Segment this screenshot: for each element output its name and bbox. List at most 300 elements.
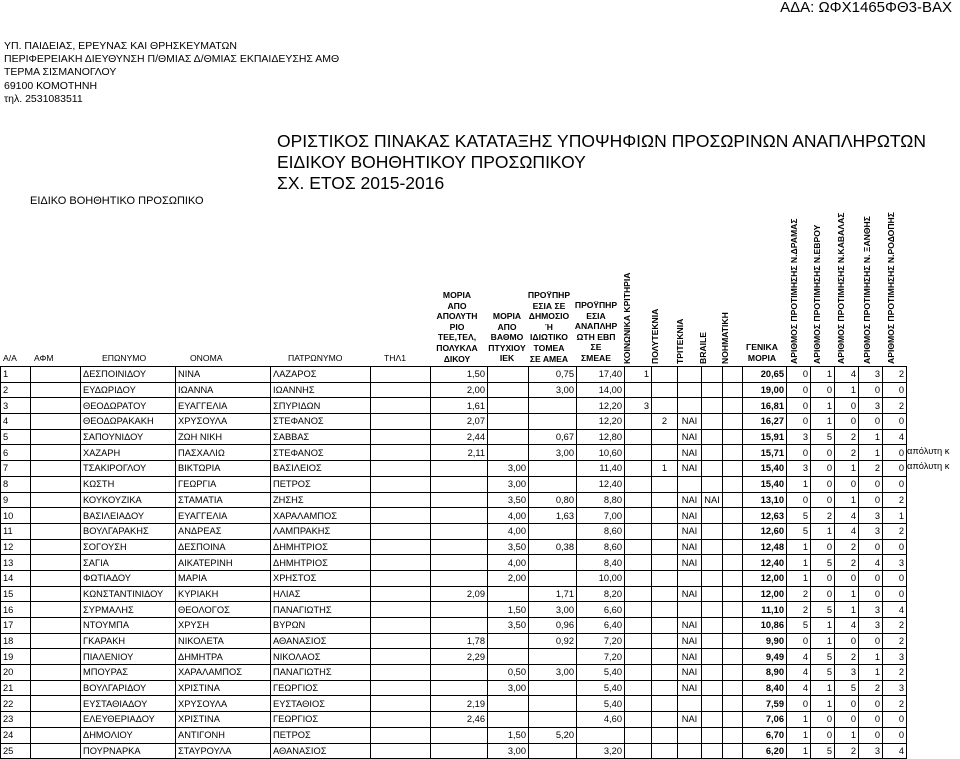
cell-p_kavalas: 1 bbox=[835, 727, 859, 743]
table-row bbox=[1, 649, 907, 665]
cell-moria_ptyxio: 1,50 bbox=[488, 602, 529, 618]
cell-til bbox=[371, 618, 431, 634]
cell-genika: 15,40 bbox=[743, 476, 787, 492]
cell-p_xanthis: 1 bbox=[859, 665, 883, 681]
cell-proyp_anapl: 8,40 bbox=[577, 555, 625, 571]
cell-aa: 8 bbox=[1, 476, 31, 492]
cell-eponymo: ΚΩΝΣΤΑΝΤΙΝΙΔΟΥ bbox=[81, 586, 176, 602]
table-row bbox=[1, 367, 907, 383]
cell-moria_ptyxio bbox=[488, 712, 529, 728]
cell-braile bbox=[702, 476, 723, 492]
cell-moria_ptyxio: 0,50 bbox=[488, 665, 529, 681]
cell-proyp_anapl: 3,20 bbox=[577, 743, 625, 759]
ministry-address bbox=[4, 40, 339, 106]
cell-noimatiki bbox=[723, 602, 743, 618]
cell-noimatiki bbox=[723, 414, 743, 430]
cell-proyp_anapl: 10,00 bbox=[577, 570, 625, 586]
cell-p_dramas: 4 bbox=[787, 680, 811, 696]
cell-proyp_anapl bbox=[577, 727, 625, 743]
cell-polyteknia bbox=[652, 476, 678, 492]
cell-onoma: ΧΡΙΣΤΙΝΑ bbox=[176, 680, 271, 696]
cell-p_xanthis: 2 bbox=[859, 461, 883, 477]
cell-moria_apolyt bbox=[431, 555, 488, 571]
cell-p_xanthis: 0 bbox=[859, 633, 883, 649]
cell-genika: 9,90 bbox=[743, 633, 787, 649]
cell-genika: 7,06 bbox=[743, 712, 787, 728]
cell-onoma: ΧΡΥΣΗ bbox=[176, 618, 271, 634]
cell-onoma: ΧΡΥΣΟΥΛΑ bbox=[176, 414, 271, 430]
cell-eponymo: ΒΑΣΙΛΕΙΑΔΟΥ bbox=[81, 508, 176, 524]
cell-koinonika: 1 bbox=[625, 367, 652, 383]
cell-aa: 14 bbox=[1, 570, 31, 586]
cell-til bbox=[371, 429, 431, 445]
cell-genika: 10,86 bbox=[743, 618, 787, 634]
cell-noimatiki bbox=[723, 476, 743, 492]
cell-p_xanthis: 0 bbox=[859, 539, 883, 555]
cell-p_evrou: 0 bbox=[811, 461, 835, 477]
cell-genika: 7,59 bbox=[743, 696, 787, 712]
cell-moria_apolyt bbox=[431, 539, 488, 555]
cell-eponymo: ΠΙΑΛΕΝΙΟΥ bbox=[81, 649, 176, 665]
cell-p_kavalas: 1 bbox=[835, 382, 859, 398]
cell-patronymo: ΧΑΡΑΛΑΜΠΟΣ bbox=[271, 508, 371, 524]
cell-p_xanthis: 0 bbox=[859, 414, 883, 430]
header-line: ΠΤΥΧΙΟΥ bbox=[488, 342, 526, 353]
cell-p_rodopis: 0 bbox=[883, 727, 907, 743]
cell-p_evrou: 0 bbox=[811, 586, 835, 602]
header-pref-rodopis: ΑΡΙΘΜΟΣ ΠΡΟΤΙΜΗΣΗΣ Ν.ΡΟΔΟΠΗΣ bbox=[886, 212, 896, 364]
cell-til bbox=[371, 696, 431, 712]
cell-afm bbox=[31, 696, 81, 712]
cell-afm bbox=[31, 618, 81, 634]
cell-moria_apolyt: 1,78 bbox=[431, 633, 488, 649]
cell-p_evrou: 0 bbox=[811, 445, 835, 461]
cell-triteknia: ΝΑΙ bbox=[678, 712, 702, 728]
cell-proyp_dimosio bbox=[529, 414, 577, 430]
cell-eponymo: ΒΟΥΛΓΑΡΑΚΗΣ bbox=[81, 523, 176, 539]
cell-triteknia bbox=[678, 696, 702, 712]
table-row bbox=[1, 727, 907, 743]
cell-genika: 15,71 bbox=[743, 445, 787, 461]
cell-proyp_anapl: 7,20 bbox=[577, 649, 625, 665]
cell-p_rodopis: 2 bbox=[883, 633, 907, 649]
cell-patronymo: ΑΘΑΝΑΣΙΟΣ bbox=[271, 743, 371, 759]
cell-genika: 19,00 bbox=[743, 382, 787, 398]
table-row bbox=[1, 680, 907, 696]
cell-onoma: ΘΕΟΛΟΓΟΣ bbox=[176, 602, 271, 618]
cell-p_kavalas: 0 bbox=[835, 570, 859, 586]
cell-genika: 15,40 bbox=[743, 461, 787, 477]
cell-eponymo: ΕΛΕΥΘΕΡΙΑΔΟΥ bbox=[81, 712, 176, 728]
cell-p_evrou: 1 bbox=[811, 414, 835, 430]
cell-aa: 7 bbox=[1, 461, 31, 477]
cell-p_kavalas: 0 bbox=[835, 398, 859, 414]
cell-koinonika bbox=[625, 649, 652, 665]
cell-triteknia bbox=[678, 476, 702, 492]
cell-koinonika: 3 bbox=[625, 398, 652, 414]
cell-noimatiki bbox=[723, 570, 743, 586]
cell-triteknia: ΝΑΙ bbox=[678, 633, 702, 649]
cell-proyp_anapl: 4,60 bbox=[577, 712, 625, 728]
cell-p_dramas: 1 bbox=[787, 539, 811, 555]
cell-p_rodopis: 2 bbox=[883, 398, 907, 414]
cell-afm bbox=[31, 633, 81, 649]
cell-p_evrou: 1 bbox=[811, 696, 835, 712]
cell-p_evrou: 0 bbox=[811, 570, 835, 586]
cell-moria_ptyxio: 2,00 bbox=[488, 570, 529, 586]
cell-p_xanthis: 0 bbox=[859, 382, 883, 398]
cell-p_rodopis: 4 bbox=[883, 743, 907, 759]
cell-moria_ptyxio: 3,50 bbox=[488, 539, 529, 555]
cell-braile bbox=[702, 414, 723, 430]
cell-p_kavalas: 3 bbox=[835, 665, 859, 681]
table-row bbox=[1, 696, 907, 712]
cell-p_evrou: 1 bbox=[811, 633, 835, 649]
cell-afm bbox=[31, 665, 81, 681]
cell-triteknia: ΝΑΙ bbox=[678, 649, 702, 665]
cell-patronymo: ΔΗΜΗΤΡΙΟΣ bbox=[271, 539, 371, 555]
cell-moria_ptyxio bbox=[488, 445, 529, 461]
header-moria-apolyt bbox=[429, 290, 485, 364]
cell-p_dramas: 1 bbox=[787, 712, 811, 728]
cell-aa: 12 bbox=[1, 539, 31, 555]
cell-patronymo: ΠΑΝΑΓΙΩΤΗΣ bbox=[271, 665, 371, 681]
cell-polyteknia bbox=[652, 618, 678, 634]
cell-braile bbox=[702, 508, 723, 524]
cell-koinonika bbox=[625, 680, 652, 696]
cell-koinonika bbox=[625, 461, 652, 477]
cell-koinonika bbox=[625, 508, 652, 524]
cell-moria_ptyxio bbox=[488, 398, 529, 414]
cell-polyteknia bbox=[652, 508, 678, 524]
cell-koinonika bbox=[625, 555, 652, 571]
cell-koinonika bbox=[625, 633, 652, 649]
cell-proyp_dimosio bbox=[529, 696, 577, 712]
cell-proyp_dimosio bbox=[529, 461, 577, 477]
header-line: ΤΟΜΕΑ bbox=[533, 342, 565, 353]
cell-eponymo: ΚΟΥΚΟΥΖΙΚΑ bbox=[81, 492, 176, 508]
side-note-row-7: απόλυτη κ bbox=[907, 446, 950, 456]
cell-koinonika bbox=[625, 476, 652, 492]
cell-proyp_anapl: 6,40 bbox=[577, 618, 625, 634]
cell-genika: 12,48 bbox=[743, 539, 787, 555]
cell-patronymo: ΛΑΜΠΡΑΚΗΣ bbox=[271, 523, 371, 539]
cell-p_xanthis: 1 bbox=[859, 649, 883, 665]
cell-proyp_anapl: 5,40 bbox=[577, 680, 625, 696]
cell-moria_apolyt bbox=[431, 492, 488, 508]
cell-afm bbox=[31, 712, 81, 728]
cell-noimatiki bbox=[723, 665, 743, 681]
header-line: ΠΡΟΫΠΗΡ bbox=[527, 290, 571, 300]
cell-proyp_dimosio bbox=[529, 649, 577, 665]
cell-til bbox=[371, 461, 431, 477]
cell-onoma: ΝΙΝΑ bbox=[176, 367, 271, 383]
cell-onoma: ΑΝΤΙΓΟΝΗ bbox=[176, 727, 271, 743]
cell-moria_ptyxio bbox=[488, 414, 529, 430]
cell-afm bbox=[31, 602, 81, 618]
cell-braile bbox=[702, 633, 723, 649]
cell-koinonika bbox=[625, 743, 652, 759]
cell-proyp_dimosio bbox=[529, 523, 577, 539]
cell-aa: 18 bbox=[1, 633, 31, 649]
table-row bbox=[1, 712, 907, 728]
ranking-table bbox=[0, 366, 907, 759]
cell-p_dramas: 0 bbox=[787, 445, 811, 461]
cell-p_kavalas: 0 bbox=[835, 414, 859, 430]
cell-p_evrou: 1 bbox=[811, 523, 835, 539]
header-genika bbox=[740, 342, 784, 363]
cell-p_xanthis: 3 bbox=[859, 508, 883, 524]
cell-braile bbox=[702, 727, 723, 743]
cell-p_kavalas: 4 bbox=[835, 523, 859, 539]
cell-p_xanthis: 3 bbox=[859, 523, 883, 539]
cell-p_xanthis: 3 bbox=[859, 618, 883, 634]
cell-moria_ptyxio bbox=[488, 586, 529, 602]
cell-genika: 13,10 bbox=[743, 492, 787, 508]
header-line: ΜΟΡΙΑ bbox=[442, 290, 472, 300]
cell-proyp_anapl: 12,20 bbox=[577, 398, 625, 414]
cell-triteknia bbox=[678, 570, 702, 586]
cell-noimatiki bbox=[723, 680, 743, 696]
cell-triteknia: ΝΑΙ bbox=[678, 461, 702, 477]
table-row bbox=[1, 523, 907, 539]
cell-p_kavalas: 1 bbox=[835, 586, 859, 602]
cell-p_dramas: 3 bbox=[787, 461, 811, 477]
cell-p_dramas: 0 bbox=[787, 633, 811, 649]
cell-proyp_dimosio: 0,92 bbox=[529, 633, 577, 649]
cell-p_dramas: 4 bbox=[787, 649, 811, 665]
cell-p_dramas: 1 bbox=[787, 570, 811, 586]
cell-braile bbox=[702, 618, 723, 634]
cell-polyteknia bbox=[652, 586, 678, 602]
cell-noimatiki bbox=[723, 539, 743, 555]
cell-polyteknia: 2 bbox=[652, 414, 678, 430]
cell-proyp_dimosio bbox=[529, 476, 577, 492]
cell-p_dramas: 1 bbox=[787, 727, 811, 743]
cell-moria_ptyxio bbox=[488, 367, 529, 383]
cell-triteknia: ΝΑΙ bbox=[678, 523, 702, 539]
cell-koinonika bbox=[625, 539, 652, 555]
cell-afm bbox=[31, 367, 81, 383]
document-title bbox=[277, 131, 926, 194]
cell-noimatiki bbox=[723, 461, 743, 477]
cell-p_xanthis: 1 bbox=[859, 445, 883, 461]
cell-triteknia: ΝΑΙ bbox=[678, 539, 702, 555]
cell-onoma: ΕΥΑΓΓΕΛΙΑ bbox=[176, 508, 271, 524]
cell-moria_apolyt: 1,61 bbox=[431, 398, 488, 414]
cell-p_evrou: 0 bbox=[811, 712, 835, 728]
cell-noimatiki bbox=[723, 523, 743, 539]
table-row bbox=[1, 602, 907, 618]
cell-braile bbox=[702, 398, 723, 414]
cell-braile bbox=[702, 665, 723, 681]
cell-onoma: ΧΑΡΑΛΑΜΠΟΣ bbox=[176, 665, 271, 681]
cell-braile bbox=[702, 382, 723, 398]
cell-triteknia bbox=[678, 367, 702, 383]
cell-p_kavalas: 1 bbox=[835, 461, 859, 477]
cell-onoma: ΔΗΜΗΤΡΑ bbox=[176, 649, 271, 665]
cell-p_rodopis: 2 bbox=[883, 367, 907, 383]
cell-eponymo: ΧΑΖΑΡΗ bbox=[81, 445, 176, 461]
cell-eponymo: ΣΑΠΟΥΝΙΔΟΥ bbox=[81, 429, 176, 445]
cell-proyp_dimosio bbox=[529, 680, 577, 696]
cell-p_kavalas: 0 bbox=[835, 696, 859, 712]
header-patronymo: ΠΑΤΡΩΝΥΜΟ bbox=[288, 353, 343, 363]
cell-p_kavalas: 1 bbox=[835, 602, 859, 618]
cell-p_dramas: 5 bbox=[787, 618, 811, 634]
cell-noimatiki bbox=[723, 618, 743, 634]
cell-triteknia: ΝΑΙ bbox=[678, 618, 702, 634]
table-row bbox=[1, 633, 907, 649]
cell-p_rodopis: 0 bbox=[883, 382, 907, 398]
cell-proyp_anapl: 8,60 bbox=[577, 523, 625, 539]
cell-koinonika bbox=[625, 665, 652, 681]
cell-genika: 11,10 bbox=[743, 602, 787, 618]
cell-noimatiki bbox=[723, 586, 743, 602]
cell-genika: 12,00 bbox=[743, 570, 787, 586]
table-row bbox=[1, 508, 907, 524]
cell-p_evrou: 0 bbox=[811, 492, 835, 508]
cell-noimatiki bbox=[723, 508, 743, 524]
cell-koinonika bbox=[625, 602, 652, 618]
header-line: ΕΣΙΑ ΣΕ bbox=[532, 300, 566, 311]
header-triteknia: ΤΡΙΤΕΚΝΙΑ bbox=[675, 318, 685, 364]
cell-afm bbox=[31, 680, 81, 696]
cell-til bbox=[371, 414, 431, 430]
cell-eponymo: ΠΟΥΡΝΑΡΚΑ bbox=[81, 743, 176, 759]
cell-aa: 17 bbox=[1, 618, 31, 634]
cell-p_evrou: 2 bbox=[811, 508, 835, 524]
cell-til bbox=[371, 523, 431, 539]
header-line: ΜΟΡΙΑ bbox=[492, 311, 522, 321]
cell-polyteknia bbox=[652, 665, 678, 681]
header-noimatiki: ΝΟΗΜΑΤΙΚΗ bbox=[720, 312, 730, 364]
cell-onoma: ΠΑΣΧΑΛΙΩ bbox=[176, 445, 271, 461]
cell-proyp_dimosio: 3,00 bbox=[529, 445, 577, 461]
ministry-line: ΤΕΡΜΑ ΣΙΣΜΑΝΟΓΛΟΥ bbox=[4, 66, 117, 79]
cell-patronymo: ΕΥΣΤΑΘΙΟΣ bbox=[271, 696, 371, 712]
cell-triteknia bbox=[678, 382, 702, 398]
cell-braile bbox=[702, 461, 723, 477]
cell-afm bbox=[31, 508, 81, 524]
cell-braile bbox=[702, 602, 723, 618]
cell-patronymo: ΙΩΑΝΝΗΣ bbox=[271, 382, 371, 398]
cell-til bbox=[371, 665, 431, 681]
header-line: ΤΕΕ,ΤΕΛ, bbox=[437, 332, 477, 343]
cell-p_evrou: 0 bbox=[811, 476, 835, 492]
cell-proyp_dimosio bbox=[529, 743, 577, 759]
title-line: ΕΙΔΙΚΟΥ ΒΟΗΘΗΤΙΚΟΥ ΠΡΟΣΩΠΙΚΟΥ bbox=[277, 152, 586, 172]
header-proyp-anapl bbox=[571, 300, 621, 364]
cell-patronymo: ΒΥΡΩΝ bbox=[271, 618, 371, 634]
cell-til bbox=[371, 712, 431, 728]
ministry-line: ΥΠ. ΠΑΙΔΕΙΑΣ, ΕΡΕΥΝΑΣ ΚΑΙ ΘΡΗΣΚΕΥΜΑΤΩΝ bbox=[4, 40, 237, 52]
cell-aa: 13 bbox=[1, 555, 31, 571]
cell-moria_apolyt bbox=[431, 523, 488, 539]
cell-aa: 20 bbox=[1, 665, 31, 681]
cell-p_evrou: 5 bbox=[811, 665, 835, 681]
cell-triteknia bbox=[678, 727, 702, 743]
table-row bbox=[1, 570, 907, 586]
header-line: ΣΕ bbox=[590, 342, 602, 353]
table-row bbox=[1, 539, 907, 555]
cell-aa: 24 bbox=[1, 727, 31, 743]
cell-afm bbox=[31, 461, 81, 477]
cell-p_kavalas: 1 bbox=[835, 492, 859, 508]
table-row bbox=[1, 743, 907, 759]
header-line: ΣΜΕΑΕ bbox=[581, 352, 611, 363]
cell-braile bbox=[702, 680, 723, 696]
cell-moria_apolyt bbox=[431, 476, 488, 492]
table-row bbox=[1, 461, 907, 477]
cell-polyteknia bbox=[652, 649, 678, 665]
cell-p_dramas: 0 bbox=[787, 367, 811, 383]
cell-koinonika bbox=[625, 712, 652, 728]
cell-p_rodopis: 4 bbox=[883, 602, 907, 618]
cell-afm bbox=[31, 727, 81, 743]
cell-proyp_anapl: 8,20 bbox=[577, 586, 625, 602]
table-row bbox=[1, 492, 907, 508]
cell-genika: 6,70 bbox=[743, 727, 787, 743]
cell-eponymo: ΣΟΓΟΥΣΗ bbox=[81, 539, 176, 555]
cell-onoma: ΓΕΩΡΓΙΑ bbox=[176, 476, 271, 492]
cell-patronymo: ΔΗΜΗΤΡΙΟΣ bbox=[271, 555, 371, 571]
cell-moria_apolyt bbox=[431, 602, 488, 618]
cell-noimatiki bbox=[723, 743, 743, 759]
cell-til bbox=[371, 539, 431, 555]
cell-moria_ptyxio: 4,00 bbox=[488, 555, 529, 571]
table-row bbox=[1, 555, 907, 571]
cell-triteknia: ΝΑΙ bbox=[678, 429, 702, 445]
cell-moria_apolyt: 2,44 bbox=[431, 429, 488, 445]
cell-afm bbox=[31, 445, 81, 461]
cell-p_xanthis: 0 bbox=[859, 586, 883, 602]
cell-p_xanthis: 0 bbox=[859, 712, 883, 728]
cell-p_rodopis: 0 bbox=[883, 539, 907, 555]
cell-p_kavalas: 2 bbox=[835, 743, 859, 759]
header-proyp-dimosio bbox=[524, 290, 574, 364]
cell-koinonika bbox=[625, 586, 652, 602]
cell-polyteknia bbox=[652, 523, 678, 539]
cell-p_kavalas: 2 bbox=[835, 555, 859, 571]
cell-polyteknia bbox=[652, 492, 678, 508]
cell-triteknia: ΝΑΙ bbox=[678, 586, 702, 602]
header-line: ΣΕ ΑΜΕΑ bbox=[529, 353, 569, 364]
cell-triteknia: ΝΑΙ bbox=[678, 680, 702, 696]
cell-polyteknia bbox=[652, 570, 678, 586]
cell-afm bbox=[31, 414, 81, 430]
cell-patronymo: ΣΤΕΦΑΝΟΣ bbox=[271, 414, 371, 430]
cell-p_dramas: 2 bbox=[787, 602, 811, 618]
cell-onoma: ΖΩΗ ΝΙΚΗ bbox=[176, 429, 271, 445]
cell-proyp_anapl: 10,60 bbox=[577, 445, 625, 461]
cell-p_xanthis: 0 bbox=[859, 492, 883, 508]
cell-proyp_anapl: 5,40 bbox=[577, 696, 625, 712]
cell-til bbox=[371, 508, 431, 524]
cell-p_xanthis: 0 bbox=[859, 696, 883, 712]
cell-polyteknia bbox=[652, 633, 678, 649]
table-row bbox=[1, 476, 907, 492]
cell-afm bbox=[31, 382, 81, 398]
cell-moria_apolyt bbox=[431, 508, 488, 524]
cell-onoma: ΒΙΚΤΩΡΙΑ bbox=[176, 461, 271, 477]
cell-p_evrou: 5 bbox=[811, 602, 835, 618]
cell-p_rodopis: 2 bbox=[883, 492, 907, 508]
cell-onoma: ΧΡΥΣΟΥΛΑ bbox=[176, 696, 271, 712]
cell-genika: 12,40 bbox=[743, 555, 787, 571]
cell-polyteknia bbox=[652, 602, 678, 618]
header-braile: BRAILE bbox=[698, 332, 708, 364]
